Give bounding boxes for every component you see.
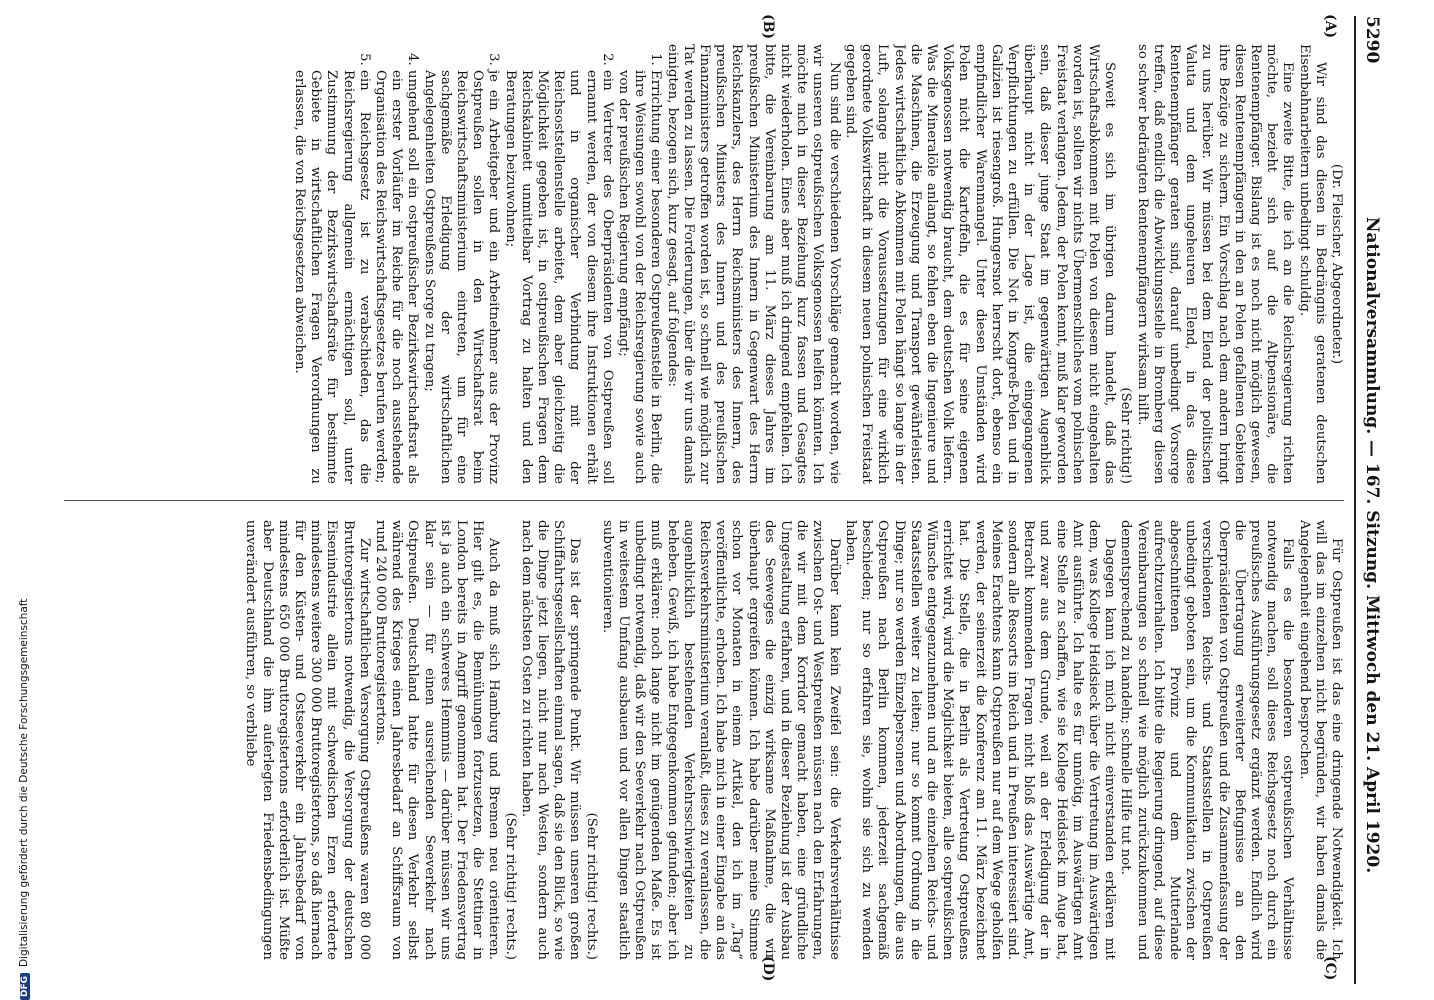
dfg-credit-line xyxy=(18,0,32,1000)
paragraph: Falls es die besonderen ostpreußischen Verhältnisse notwendig machen, soll dieses Reichsgesetz noch durch ein preußisches Ausführungsgesetz ergänzt werden. Endlich wird die Übertragung erweiterter Befugnisse an den Oberpräsidenten von Ostpreußen und die Zusammenfassung der verschiedenen Reichs- und Staatsstellen in Ostpreußen unbedingt geboten sein, um die Kommunikation zwischen der abgeschnittenen Provinz und dem Mutterlande aufrechtzuerhalten. Ich bitte die Regierung dringend, auf diese Vereinbarungen so schnell wie möglich zurückzukommen und dementsprechend zu handeln; schnelle Hilfe tut not. xyxy=(1118,520,1296,960)
interjection: (Sehr richtig! rechts.) xyxy=(583,812,599,960)
paragraph: Auch da muß sich Hamburg und Bremen neu orientieren. Hier gilt es, die Bemühungen fortzusetzen, die Stettiner in London bereits in Angriff genommen hat. Der Friedensvertrag ist ja auch ein schweres Hemmnis — darüber müssen wir uns klar sein — für einen ausreichenden Seeverkehr nach Ostpreußen. Deutschland hatte für diesen Verkehr selbst während des Krieges einen Jahresbedarf an Schiffsraum von rund 240 000 Bruttoregistertons. xyxy=(373,520,502,960)
column-divider xyxy=(64,500,1344,501)
interjection: (Sehr richtig! rechts.) xyxy=(502,812,518,960)
interjection: (Sehr richtig!) xyxy=(1118,387,1134,484)
margin-mark-c: (C) xyxy=(1322,956,1338,981)
list-item: 4. umgehend soll ein ostpreußischer Bezirkswirtschaftsrat als ein erster Vorläufer im Reiche für die noch ausstehende Organisation des Reichswirtschaftsgesetzes berufen werden; xyxy=(372,70,421,484)
margin-mark-d: (D) xyxy=(760,956,776,982)
dfg-logo: DFG xyxy=(20,973,30,1000)
paragraph: Nun sind die verschiedenen Vorschläge gemacht worden, wie wir unseren ostpreußischen Volksgenossen helfen könnten. Ich möchte mich in dieser Beziehung kurz fassen und Gesagtes nicht wiederholen. Eines aber muß ich dringend empfehlen. Ich bitte, die Vereinbarung am 11. März dieses Jahres im preußischen Ministerium des Innern in Gegenwart des Herrn Reichskanzlers, des Herrn Reichsministers des Innern, des preußischen Ministers des Innern und des preußischen Finanzministers getroffen worden ist, so schnell wie möglich zur Tat werden zu lassen. Die Forderungen, über die wir uns damals einigten, bezogen sich, kurz gesagt, auf folgendes: xyxy=(664,44,842,484)
paragraph: Eine zweite Bitte, die ich an die Reichsregierung richten möchte, bezieht sich auf die Altpensionäre, die Rentenempfänger. Bislang ist es noch nicht möglich gewesen, diesen Rentenempfängern in den an Polen gefallenen Gebieten ihre Bezüge zu sichern. Ein Vorschlag nach dem andern bringt zu uns herüber. Wir müssen bei dem Elend der politischen Valuta und dem ungeheuren Elend, in das diese Rentenempfänger geraten sind, darauf unbedingt Vorsorge treffen, daß endlich die Abwicklungsstelle in Bromberg diesen so schwer bedrängten Rentenempfängern wirksam hilft. xyxy=(1134,44,1296,484)
left-column xyxy=(54,44,1344,484)
list-item: 3. je ein Arbeitgeber und ein Arbeitnehmer aus der Provinz Ostpreußen sollen in den Wirtschaftsrat beim Reichswirtschaftsministerium eintreten, um für eine sachgemäße Erledigung der wirtschaftlichen Angelegenheiten Ostpreußens Sorge zu tragen; xyxy=(420,70,501,484)
paragraph: Das ist der springende Punkt. Wir müssen unseren großen Schiffahrtsgesellschaften einmal sagen, daß sie den Blick, so wie die Dinge jetzt liegen, nicht nur nach Westen, sondern auch nach dem nächsten Osten zu richten haben. xyxy=(518,520,583,960)
dfg-credit-text: Digitalisierung gefördert durch die Deutsche Forschungsgemeinschaft xyxy=(18,598,30,967)
paragraph: Darüber kann kein Zweifel sein: die Verkehrsverhältnisse zwischen Ost- und Westpreußen müssen nach den Erfahrungen, die wir mit dem Korridor gemacht haben, eine gründliche Umgestaltung erfahren, und in dieser Beziehung ist der Ausbau des Seeweges die einzig wirksame Maßnahme, die wir überhaupt ergreifen können. Ich habe darüber meine Stimme schon vor Monaten in einem Artikel, den ich im „Tag“ veröffentlichte, erhoben. Ich habe mich in einer Eingabe an das Reichsverkehrsministerium veranlaßt, dieses zu veranlassen, die augenblicklich bestehenden Verkehrsschwierigkeiten zu beheben. Gewiß, ich habe Entgegenkommen gefunden; aber ich muß erklären: noch lange nicht im genügenden Maße. Es ist unbedingt notwendig, daß wir den Seeverkehr nach Ostpreußen in weitestem Umfang ausbauen und vor allen Dingen staatlich subventionieren. xyxy=(599,520,842,960)
paragraph: Für Ostpreußen ist das eine dringende Notwendigkeit. Ich will das im einzelnen nicht begründen, wir haben damals die Angelegenheit eingehend besprochen. xyxy=(1296,520,1344,960)
scanned-page xyxy=(46,0,1386,1000)
header-rule xyxy=(1354,16,1356,984)
paragraph: Wir sind das diesen in Bedrängnis geratenen deutschen Eisenbahnarbeitern unbedingt schuldig. xyxy=(1296,44,1328,484)
demands-list xyxy=(291,44,664,484)
margin-mark-a: (A) xyxy=(1322,14,1338,39)
page-header xyxy=(1356,16,1386,984)
paragraph: Dagegen kann ich mich nicht einverstanden erklären mit dem, was Kollege Heidsieck über die Vertretung im Auswärtigen Amt ausführte. Ich halte es für unnötig, im Auswärtigen Amt eine Stelle zu schaffen, wie sie Kollege Heidsieck im Auge hat, und zwar aus dem Grunde, weil an der Erledigung der in Betracht kommenden Fragen nicht bloß das Auswärtige Amt, sondern alle Ressorts im Reich und in Preußen interessiert sind. Meines Erachtens kann Ostpreußen nur auf dem Wege geholfen werden, der seinerzeit die Konferenz am 11. März bezeichnet hat. Die Stelle, die in Berlin als Vertretung Ostpreußens errichtet wird, wird die Möglichkeit bieten, alle ostpreußischen Wünsche entgegenzunehmen und an die einzelnen Reichs- und Staatsstellen weiter zu leiten; nur so kommt Ordnung in die Dinge; nur so werden Einzelpersonen und Abordnungen, die aus Ostpreußen nach Berlin kommen, jederzeit sachgemäß beschieden; nur so erfahren sie, wohin sie sich zu wenden haben. xyxy=(842,520,1118,960)
page-title: Nationalversammlung. — 167. Sitzung. Mittwoch den 21. April 1920. xyxy=(1362,216,1382,874)
page-number: 5290 xyxy=(1362,16,1382,64)
margin-mark-b: (B) xyxy=(760,14,776,40)
right-column xyxy=(54,520,1344,960)
paragraph: Zur wirtschaftlichen Versorgung Ostpreußens waren 80 000 Bruttoregistertons notwendig, die Versorgung der deutschen Eisenindustrie allein mit schwedischen Erzen erforderte mindestens weitere 300 000 Bruttoregistertons, so daß hiernach für den Küsten- und Ostseeverkehr ein Jahresbedarf von mindestens 650 000 Bruttoregistertons erforderlich ist. Müßte aber Deutschland die ihm auferlegten Friedensbedingungen unverändert ausführen, so verbliebe xyxy=(243,520,372,960)
list-item: 2. ein Vertreter des Oberpräsidenten von Ostpreußen soll ernannt werden, der von diesem ihre Instruktionen erhält und in organischer Verbindung mit der Reichsoststellenstelle arbeitet, dem aber gleichzeitig die Möglichkeit gegeben ist, in ostpreußischen Fragen dem Reichskabinett unmittelbar Vortrag zu halten und den Beratungen beizuwohnen; xyxy=(501,70,614,484)
list-item: 5. ein Reichsgesetz ist zu verabschieden, das die Reichsregierung allgemein ermächtigen soll, unter Zustimmung der Bezirkswirtschaftsräte für bestimmte Gebiete in wirtschaftlichen Fragen Verordnungen zu erlassen, die von Reichsgesetzen abweichen. xyxy=(291,70,372,484)
speaker-line: (Dr. Fleischer, Abgeordneter.) xyxy=(1329,163,1344,365)
list-item: 1. Errichtung einer besonderen Ostpreußenstelle in Berlin, die ihre Weisungen sowohl von der Reichsregierung sowie auch von der preußischen Regierung empfängt; xyxy=(615,70,664,484)
paragraph: Soweit es sich im übrigen darum handelt, daß das Wirtschaftsabkommen mit Polen von diesem nicht eingehalten worden ist, sollten wir nichts Übermenschliches vom polnischen Freistaat verlangen. Jedem, der Polen kennt, muß klar geworden sein, daß dieser junge Staat im gegenwärtigen Augenblick überhaupt nicht in der Lage ist, die eingegangenen Verpflichtungen zu erfüllen. Die Not in Kongreß-Polen und in Galizien ist riesengroß. Hungersnot herrscht dort, ebenso ein empfindlicher Warenmangel. Unter diesen Umständen wird Polen nicht die Kartoffeln, die es für seine eigenen Volksgenossen notwendig braucht, dem deutschen Volk liefern. Was die Mineralöle anlangt, so fehlen eben die Ingenieure und die Maschinen, die Erzeugung und Transport gewährleisten. Jedes wirtschaftliche Abkommen mit Polen hängt so lange in der Luft, solange nicht die Voraussetzungen für eine wirklich geordnete Volkswirtschaft in diesem neuen polnischen Freistaat gegeben sind. xyxy=(842,44,1118,484)
